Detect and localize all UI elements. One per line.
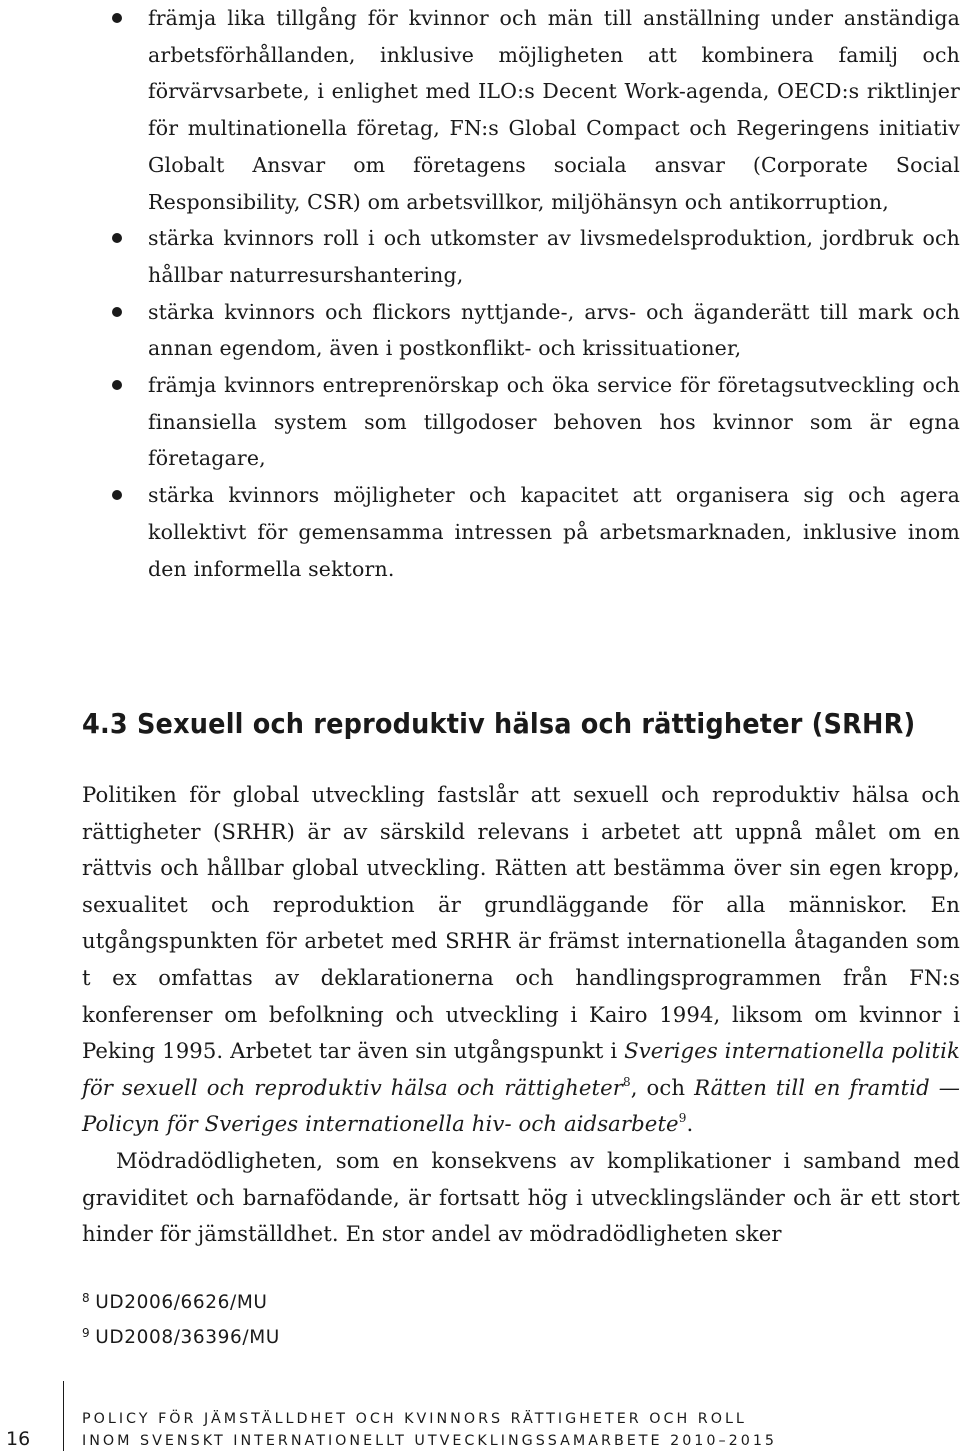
bullet-text: främja kvinnors entreprenörskap och öka service för företagsutveckling och finansiella system som tillgodoser behoven hos kvinnor som är egna företagare, — [148, 373, 960, 471]
footnote-ref: 9 — [678, 1111, 687, 1126]
bullet-item — [112, 294, 960, 367]
section-body — [82, 777, 960, 1253]
paragraph-text: Politiken för global utveckling fastslår att sexuell och reproduktiv hälsa och rättigheter (SRHR) är av särskild relevans i arbetet att uppnå målet om en rättvis och hållbar global utveckling. Rätten att bestämma över sin egen kropp, sexualitet och reproduktion är grundläggande för alla människor. En utgångspunkten för arbetet med SRHR är främst internationella åtaganden som t ex omfattas av deklarationerna och handlingsprogrammen från FN:s konferenser om befolkning och utveckling i Kairo 1994, liksom om kvinnor i Peking 1995. Arbetet tar även sin utgångspunkt i — [82, 782, 960, 1064]
footer-line: POLICY FÖR JÄMSTÄLLDHET OCH KVINNORS RÄTTIGHETER OCH ROLL — [82, 1411, 747, 1427]
paragraph — [82, 777, 960, 1143]
bullet-text: stärka kvinnors roll i och utkomster av livsmedelsproduktion, jordbruk och hållbar naturresurshantering, — [148, 226, 960, 287]
paragraph-text: , och — [630, 1074, 695, 1100]
bullet-item — [112, 477, 960, 587]
footnote-number: 8 — [82, 1291, 91, 1305]
bullet-item — [112, 367, 960, 477]
bullet-dot-icon — [112, 233, 122, 243]
page-number: 16 — [6, 1428, 31, 1450]
bullet-item — [112, 220, 960, 293]
bullet-dot-icon — [112, 13, 122, 23]
bullet-list — [112, 0, 960, 587]
paragraph-text: . — [686, 1111, 694, 1137]
bullet-text: stärka kvinnors möjligheter och kapacitet att organisera sig och agera kollektivt för gemensamma intressen på arbetsmarknaden, inklusive inom den informella sektorn. — [148, 483, 960, 581]
section-heading: 4.3 Sexuell och reproduktiv hälsa och rättigheter (SRHR) — [82, 708, 916, 740]
footnote-text: UD2008/36396/MU — [95, 1327, 280, 1348]
bullet-dot-icon — [112, 307, 122, 317]
bullet-text: främja lika tillgång för kvinnor och män till anställning under anständiga arbetsförhållanden, inklusive möjligheten att kombinera familj och förvärvsarbete, i enlighet med ILO:s Decent Work-agenda, OECD:s riktlinjer för multinationella företag, FN:s Global Compact och Regeringens initiativ Globalt Ansvar om företagens sociala ansvar (Corporate Social Responsibility, CSR) om arbetsvillkor, miljöhänsyn och antikorruption, — [148, 6, 960, 214]
reference-title: Rätten till en framtid — Policyn för Sveriges internationella hiv- och aidsarbete — [82, 1074, 960, 1137]
footnote-text: UD2006/6626/MU — [95, 1292, 268, 1313]
reference-title: Sveriges internationella politik för sexuell och reproduktiv hälsa och rättigheter — [82, 1038, 960, 1100]
bullet-text: stärka kvinnors och flickors nyttjande-, arvs- och äganderätt till mark och annan egendom, även i postkonflikt- och krissituationer, — [148, 299, 960, 361]
footnotes — [82, 1283, 280, 1353]
paragraph: Mödradödligheten, som en konsekvens av komplikationer i samband med graviditet och barnafödande, är fortsatt hög i utvecklingsländer och är ett stort hinder för jämställdhet. En stor andel av mödradödligheten sker — [82, 1147, 960, 1247]
running-footer — [82, 1408, 777, 1452]
footer-divider — [63, 1381, 65, 1451]
footer-line: INOM SVENSKT INTERNATIONELLT UTVECKLINGSSAMARBETE 2010–2015 — [82, 1433, 778, 1449]
bullet-item — [112, 0, 960, 220]
bullet-dot-icon — [112, 380, 122, 390]
footnote — [82, 1283, 280, 1318]
footnote-ref: 8 — [622, 1074, 631, 1089]
bullet-dot-icon — [112, 490, 122, 500]
footnote-number: 9 — [82, 1326, 91, 1340]
footnote — [82, 1318, 280, 1353]
